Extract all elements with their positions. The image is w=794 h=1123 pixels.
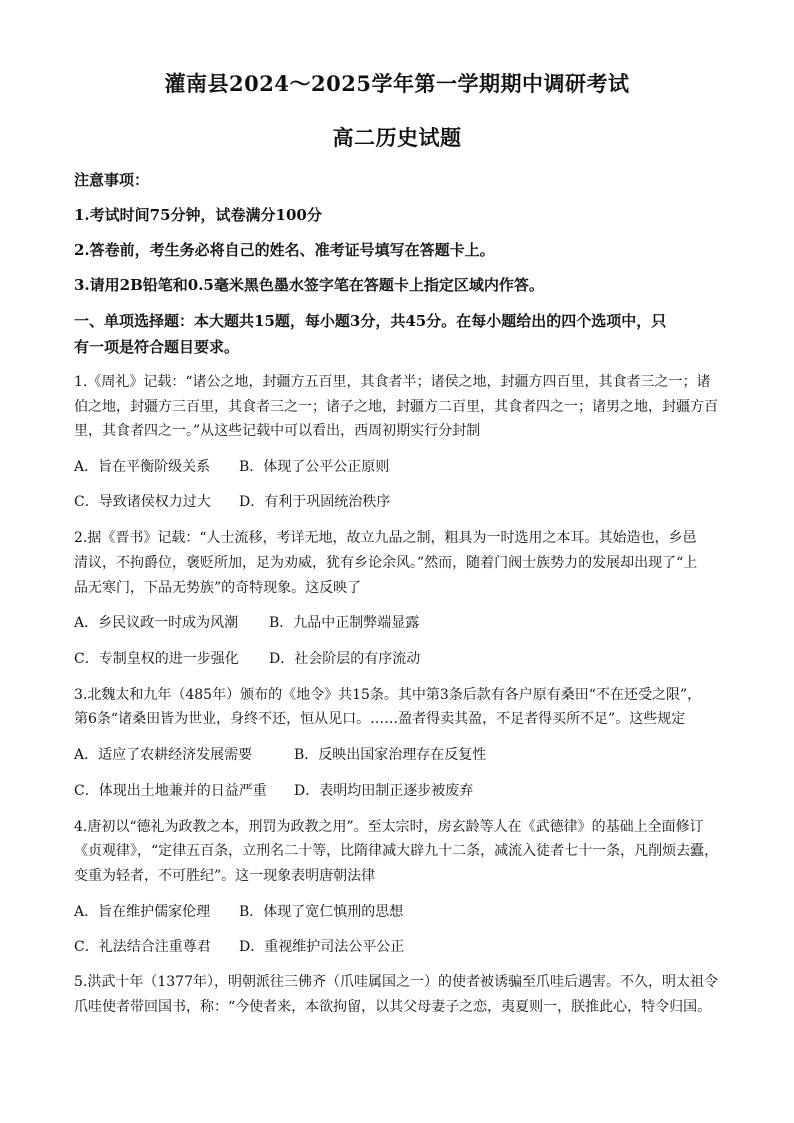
option-d[interactable]: D．重视维护司法公平公正 xyxy=(239,939,405,955)
question-2-line-2: 清议，不拘爵位，褒贬所加，足为劝威，犹有乡论余风。”然而，随着门阀士族势力的发展却出现了“上 xyxy=(74,555,698,571)
section-heading-line1: 一、单项选择题：本大题共15题，每小题3分，共45分。在每小题给出的四个选项中，只 xyxy=(74,312,667,330)
question-4-options-row-1 xyxy=(74,902,724,922)
question-4-line-3: 变重为轻者，不可胜纪”。这一现象表明唐朝法律 xyxy=(74,868,376,884)
question-3-options-row-1 xyxy=(74,745,724,765)
question-1-options-row-2 xyxy=(74,492,724,512)
question-3-line-2: 第6条“诸桑田皆为世业，身终不还，恒从见口。……盈者得卖其盈，不足者得买所不足”。这些规定 xyxy=(74,711,686,727)
option-b[interactable]: B．九品中正制弊端显露 xyxy=(269,615,420,631)
option-d[interactable]: D．表明均田制正逐步被废弃 xyxy=(294,783,474,799)
note-item-2: 2.答卷前，考生务必将自己的姓名、准考证号填写在答题卡上。 xyxy=(74,241,495,259)
option-a[interactable]: A．旨在平衡阶级关系 xyxy=(74,459,211,475)
question-2-line-1: 2.据《晋书》记载：“人士流移，考详无地，故立九品之制，粗具为一时选用之本耳。其始造也，乡邑 xyxy=(74,530,697,546)
question-2-line-3: 品无寒门，下品无势族”的奇特现象。这反映了 xyxy=(74,580,362,596)
section-heading-line2: 有一项是符合题目要求。 xyxy=(74,338,240,356)
option-c[interactable]: C．专制皇权的进一步强化 xyxy=(74,651,239,667)
note-item-1: 1.考试时间75分钟，试卷满分100分 xyxy=(74,206,322,224)
exam-subtitle: 高二历史试题 xyxy=(332,125,462,150)
question-1-line-3: 里，其食者四之一。”从这些记载中可以看出，西周初期实行分封制 xyxy=(74,423,481,439)
option-b[interactable]: B．反映出国家治理存在反复性 xyxy=(294,747,487,763)
question-3-options-row-2 xyxy=(74,781,724,801)
option-b[interactable]: B．体现了公平公正原则 xyxy=(239,459,390,475)
option-a[interactable]: A．适应了农耕经济发展需要 xyxy=(74,747,253,763)
option-a[interactable]: A．乡民议政一时成为风潮 xyxy=(74,615,239,631)
option-c[interactable]: C．体现出土地兼并的日益严重 xyxy=(74,783,267,799)
question-4-options-row-2 xyxy=(74,937,724,957)
note-item-3: 3.请用2B铅笔和0.5毫米黑色墨水签字笔在答题卡上指定区域内作答。 xyxy=(74,276,544,294)
question-1-options-row-1 xyxy=(74,457,724,477)
question-1-line-2: 伯之地，封疆方三百里，其食者三之一；诸子之地，封疆方二百里，其食者四之一；诸男之地，封疆方百 xyxy=(74,399,718,415)
question-4-line-1: 4.唐初以“德礼为政教之本，刑罚为政教之用”。至太宗时，房玄龄等人在《武德律》的基础上全面修订 xyxy=(74,819,704,835)
question-1-line-1: 1.《周礼》记载：“诸公之地，封疆方五百里，其食者半；诸侯之地，封疆方四百里，其食者三之一；诸 xyxy=(74,374,711,390)
option-d[interactable]: D．社会阶层的有序流动 xyxy=(269,651,421,667)
question-2-options-row-1 xyxy=(74,613,724,633)
question-3-line-1: 3.北魏太和九年（485年）颁布的《地令》共15条。其中第3条后款有各户原有桑田“不在还受之限”， xyxy=(74,687,702,703)
option-d[interactable]: D．有利于巩固统治秩序 xyxy=(239,494,391,510)
exam-title: 灌南县2024～2025学年第一学期期中调研考试 xyxy=(164,71,630,96)
question-2-options-row-2 xyxy=(74,649,724,669)
question-5-line-1: 5.洪武十年（1377年），明朝派往三佛齐（爪哇属国之一）的使者被诱骗至爪哇后遇害。不久，明太祖令 xyxy=(74,974,718,990)
option-a[interactable]: A．旨在维护儒家伦理 xyxy=(74,904,211,920)
question-5-line-2: 爪哇使者带回国书，称：“今使者来，本欲拘留，以其父母妻子之恋，夷夏则一，朕推此心，特令归国。 xyxy=(74,999,712,1015)
question-4-line-2: 《贞观律》，“定律五百条，立刑名二十等，比隋律减大辟九十二条，减流入徒者七十一条，凡削烦去蠹， xyxy=(74,843,719,859)
option-b[interactable]: B．体现了宽仁慎刑的思想 xyxy=(239,904,404,920)
option-c[interactable]: C．礼法结合注重尊君 xyxy=(74,939,211,955)
option-c[interactable]: C．导致诸侯权力过大 xyxy=(74,494,211,510)
notes-heading: 注意事项： xyxy=(74,171,150,189)
